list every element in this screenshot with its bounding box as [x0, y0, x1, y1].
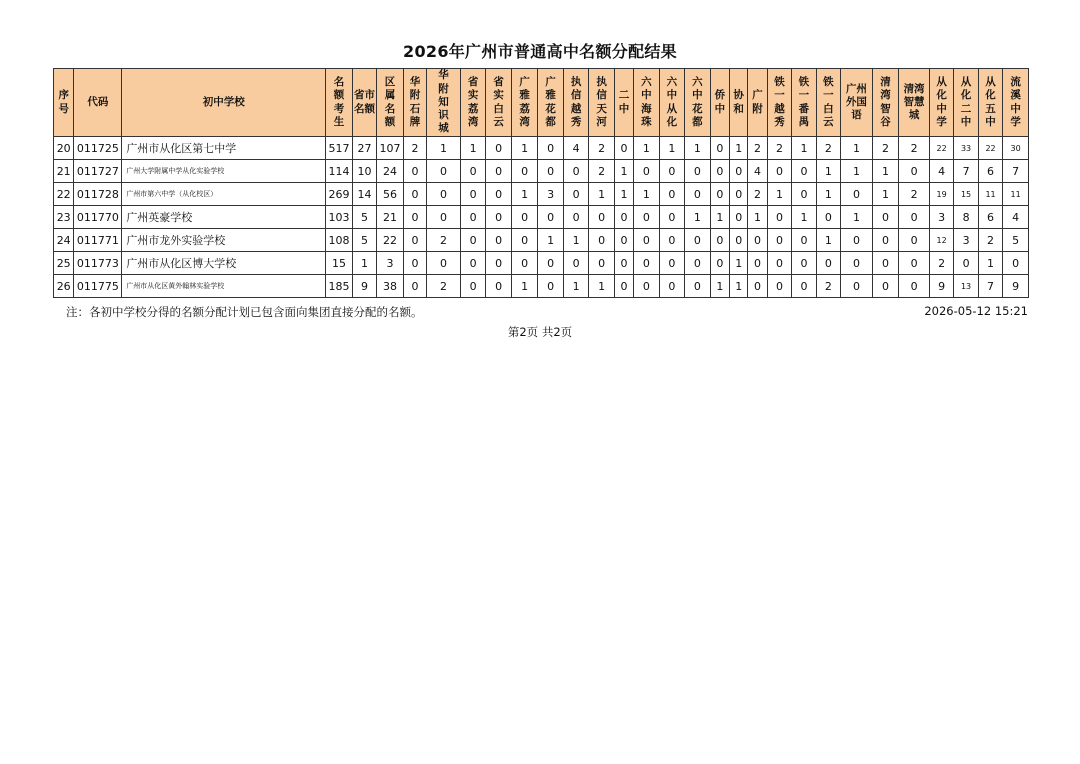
table-cell: 24 — [377, 160, 404, 183]
table-cell: 011770 — [74, 206, 122, 229]
table-cell: 0 — [685, 229, 710, 252]
table-cell: 2 — [767, 137, 791, 160]
column-header — [427, 69, 461, 137]
table-cell: 1 — [730, 275, 748, 298]
table-cell: 1 — [563, 275, 588, 298]
table-cell: 1 — [710, 206, 729, 229]
table-cell: 0 — [460, 229, 485, 252]
column-header-label: 区属名额 — [384, 76, 396, 128]
table-cell: 0 — [710, 252, 729, 275]
table-cell: 12 — [929, 229, 953, 252]
column-header — [978, 69, 1002, 137]
table-cell: 011775 — [74, 275, 122, 298]
table-cell: 0 — [486, 160, 511, 183]
table-cell: 0 — [614, 206, 633, 229]
table-cell: 1 — [589, 275, 614, 298]
table-cell: 1 — [589, 183, 614, 206]
column-header-label: 广附 — [752, 89, 763, 115]
table-cell: 1 — [978, 252, 1002, 275]
table-cell: 21 — [54, 160, 74, 183]
table-cell: 0 — [841, 252, 873, 275]
column-header — [767, 69, 791, 137]
table-cell: 2 — [978, 229, 1002, 252]
column-header-label: 六中花都 — [692, 76, 703, 128]
table-cell: 0 — [659, 275, 684, 298]
table-cell: 0 — [792, 275, 816, 298]
column-header — [460, 69, 485, 137]
table-cell: 0 — [511, 252, 538, 275]
table-cell: 0 — [563, 206, 588, 229]
table-cell: 2 — [929, 252, 953, 275]
allocation-table — [53, 68, 1029, 298]
table-cell: 1 — [614, 160, 633, 183]
column-header — [730, 69, 748, 137]
table-cell: 0 — [710, 183, 729, 206]
school-name-cell: 广州英豪学校 — [122, 206, 326, 229]
table-cell: 1 — [352, 252, 376, 275]
column-header-label: 清湾智慧城 — [903, 82, 925, 122]
table-cell: 269 — [326, 183, 353, 206]
table-cell: 0 — [899, 160, 930, 183]
table-cell: 4 — [563, 137, 588, 160]
table-cell: 8 — [954, 206, 978, 229]
table-cell: 103 — [326, 206, 353, 229]
table-cell: 011728 — [74, 183, 122, 206]
table-cell: 0 — [816, 206, 840, 229]
table-cell: 19 — [929, 183, 953, 206]
table-cell: 1 — [841, 206, 873, 229]
table-cell: 011727 — [74, 160, 122, 183]
column-header-label: 协和 — [733, 89, 744, 115]
table-cell: 0 — [427, 183, 461, 206]
table-cell: 0 — [767, 160, 791, 183]
table-cell: 0 — [563, 183, 588, 206]
table-cell: 0 — [538, 206, 563, 229]
table-cell: 0 — [486, 206, 511, 229]
table-cell: 7 — [1003, 160, 1029, 183]
table-cell: 4 — [929, 160, 953, 183]
table-cell: 11 — [1003, 183, 1029, 206]
table-cell: 0 — [538, 160, 563, 183]
school-name-cell: 广州大学附属中学从化实验学校 — [122, 160, 326, 183]
table-cell: 114 — [326, 160, 353, 183]
table-cell: 22 — [978, 137, 1002, 160]
table-cell: 0 — [767, 229, 791, 252]
table-cell: 26 — [54, 275, 74, 298]
column-header — [486, 69, 511, 137]
school-name-cell: 广州市从化区第七中学 — [122, 137, 326, 160]
table-cell: 1 — [685, 206, 710, 229]
table-cell: 0 — [899, 275, 930, 298]
table-cell: 13 — [954, 275, 978, 298]
table-cell: 0 — [460, 160, 485, 183]
table-cell: 0 — [589, 229, 614, 252]
table-cell: 6 — [978, 160, 1002, 183]
table-cell: 0 — [403, 206, 426, 229]
table-cell: 0 — [841, 183, 873, 206]
table-cell: 0 — [899, 229, 930, 252]
table-cell: 6 — [978, 206, 1002, 229]
table-cell: 2 — [748, 137, 767, 160]
column-header-label: 广雅花都 — [545, 76, 556, 128]
table-cell: 2 — [589, 137, 614, 160]
column-header — [872, 69, 899, 137]
table-cell: 20 — [54, 137, 74, 160]
table-cell: 1 — [792, 206, 816, 229]
table-row — [54, 183, 1029, 206]
table-cell: 2 — [589, 160, 614, 183]
table-cell: 22 — [54, 183, 74, 206]
table-row — [54, 275, 1029, 298]
column-header-label: 清湾智谷 — [880, 76, 891, 128]
footnote: 注：各初中学校分得的名额分配计划已包含面向集团直接分配的名额。 — [66, 305, 423, 319]
column-header-label: 执信天河 — [596, 76, 607, 128]
table-cell: 0 — [614, 229, 633, 252]
column-header-label: 广雅荔湾 — [519, 76, 530, 128]
column-header — [563, 69, 588, 137]
table-cell: 2 — [748, 183, 767, 206]
column-header-label: 流溪中学 — [1010, 76, 1021, 128]
table-cell: 1 — [816, 160, 840, 183]
table-cell: 0 — [403, 229, 426, 252]
table-cell: 0 — [872, 275, 899, 298]
column-header — [74, 69, 122, 137]
table-cell: 0 — [748, 229, 767, 252]
table-cell: 22 — [377, 229, 404, 252]
table-cell: 24 — [54, 229, 74, 252]
table-row — [54, 206, 1029, 229]
table-cell: 0 — [634, 206, 659, 229]
table-cell: 0 — [659, 252, 684, 275]
table-cell: 0 — [748, 252, 767, 275]
table-cell: 1 — [792, 137, 816, 160]
table-cell: 3 — [538, 183, 563, 206]
table-cell: 0 — [460, 206, 485, 229]
table-cell: 1 — [685, 137, 710, 160]
table-row — [54, 229, 1029, 252]
table-cell: 0 — [792, 183, 816, 206]
column-header-label: 初中学校 — [202, 95, 245, 108]
table-cell: 0 — [563, 160, 588, 183]
table-cell: 0 — [872, 252, 899, 275]
table-cell: 3 — [954, 229, 978, 252]
table-cell: 0 — [767, 252, 791, 275]
column-header-label: 二中 — [618, 89, 630, 115]
table-cell: 011725 — [74, 137, 122, 160]
table-cell: 0 — [816, 252, 840, 275]
table-cell: 1 — [634, 183, 659, 206]
table-cell: 0 — [634, 160, 659, 183]
table-cell: 21 — [377, 206, 404, 229]
table-cell: 15 — [954, 183, 978, 206]
column-header-label: 六中从化 — [666, 76, 678, 128]
table-cell: 2 — [816, 275, 840, 298]
table-cell: 0 — [427, 160, 461, 183]
table-cell: 5 — [1003, 229, 1029, 252]
table-cell: 33 — [954, 137, 978, 160]
table-cell: 108 — [326, 229, 353, 252]
table-cell: 27 — [352, 137, 376, 160]
table-cell: 0 — [486, 183, 511, 206]
table-cell: 0 — [792, 160, 816, 183]
table-cell: 0 — [1003, 252, 1029, 275]
table-row — [54, 137, 1029, 160]
table-cell: 9 — [352, 275, 376, 298]
table-cell: 9 — [1003, 275, 1029, 298]
column-header-label: 铁一越秀 — [774, 76, 785, 128]
column-header — [352, 69, 376, 137]
column-header — [403, 69, 426, 137]
table-cell: 0 — [659, 229, 684, 252]
table-body — [54, 137, 1029, 298]
table-cell: 185 — [326, 275, 353, 298]
table-cell: 0 — [685, 160, 710, 183]
table-cell: 0 — [899, 252, 930, 275]
table-cell: 0 — [730, 160, 748, 183]
table-cell: 11 — [978, 183, 1002, 206]
column-header — [792, 69, 816, 137]
column-header — [326, 69, 353, 137]
table-cell: 3 — [929, 206, 953, 229]
column-header — [685, 69, 710, 137]
table-cell: 1 — [816, 229, 840, 252]
column-header — [377, 69, 404, 137]
table-cell: 517 — [326, 137, 353, 160]
school-name-cell: 广州市第六中学（从化校区） — [122, 183, 326, 206]
table-cell: 011773 — [74, 252, 122, 275]
table-cell: 0 — [563, 252, 588, 275]
table-cell: 0 — [486, 275, 511, 298]
column-header-label: 广州外国语 — [845, 82, 867, 122]
table-cell: 14 — [352, 183, 376, 206]
table-cell: 2 — [427, 229, 461, 252]
table-cell: 1 — [730, 252, 748, 275]
table-cell: 0 — [634, 229, 659, 252]
table-cell: 10 — [352, 160, 376, 183]
table-cell: 4 — [1003, 206, 1029, 229]
table-cell: 0 — [792, 229, 816, 252]
column-header-label: 铁一白云 — [823, 76, 834, 128]
table-cell: 0 — [730, 183, 748, 206]
table-cell: 0 — [841, 229, 873, 252]
table-row — [54, 160, 1029, 183]
table-cell: 0 — [710, 137, 729, 160]
column-header-label: 从化中学 — [936, 76, 947, 128]
table-header-row — [54, 69, 1029, 137]
table-cell: 0 — [710, 229, 729, 252]
table-cell: 1 — [872, 160, 899, 183]
table-cell: 0 — [685, 183, 710, 206]
school-name-cell: 广州市龙外实验学校 — [122, 229, 326, 252]
table-cell: 0 — [634, 252, 659, 275]
table-cell: 0 — [460, 183, 485, 206]
table-cell: 1 — [511, 183, 538, 206]
table-cell: 22 — [929, 137, 953, 160]
table-cell: 0 — [841, 275, 873, 298]
table-cell: 38 — [377, 275, 404, 298]
column-header — [899, 69, 930, 137]
table-cell: 1 — [511, 275, 538, 298]
table-cell: 5 — [352, 229, 376, 252]
table-cell: 3 — [377, 252, 404, 275]
table-cell: 0 — [486, 229, 511, 252]
table-cell: 2 — [427, 275, 461, 298]
table-cell: 1 — [460, 137, 485, 160]
table-cell: 7 — [954, 160, 978, 183]
table-cell: 0 — [685, 252, 710, 275]
column-header-label: 从化二中 — [960, 76, 972, 128]
table-cell: 0 — [685, 275, 710, 298]
table-cell: 0 — [511, 229, 538, 252]
column-header — [614, 69, 633, 137]
column-header-label: 代码 — [87, 95, 109, 108]
school-name-cell: 广州市从化区博大学校 — [122, 252, 326, 275]
table-cell: 5 — [352, 206, 376, 229]
table-cell: 0 — [538, 275, 563, 298]
table-cell: 0 — [767, 275, 791, 298]
column-header-label: 铁一番禺 — [798, 76, 810, 128]
table-cell: 0 — [427, 252, 461, 275]
table-row — [54, 252, 1029, 275]
table-cell: 1 — [816, 183, 840, 206]
column-header-label: 侨中 — [714, 89, 726, 115]
column-header — [954, 69, 978, 137]
column-header — [589, 69, 614, 137]
table-cell: 1 — [841, 160, 873, 183]
table-cell: 0 — [403, 252, 426, 275]
column-header — [54, 69, 74, 137]
column-header — [1003, 69, 1029, 137]
column-header-label: 省实白云 — [493, 76, 504, 128]
table-cell: 0 — [659, 206, 684, 229]
column-header — [929, 69, 953, 137]
table-cell: 0 — [659, 160, 684, 183]
table-cell: 0 — [486, 137, 511, 160]
column-header — [122, 69, 326, 137]
table-cell: 0 — [872, 206, 899, 229]
table-cell: 0 — [589, 252, 614, 275]
table-cell: 1 — [634, 137, 659, 160]
column-header — [634, 69, 659, 137]
table-cell: 0 — [403, 160, 426, 183]
table-cell: 0 — [730, 206, 748, 229]
column-header — [511, 69, 538, 137]
table-cell: 25 — [54, 252, 74, 275]
table-cell: 1 — [841, 137, 873, 160]
table-cell: 0 — [792, 252, 816, 275]
table-cell: 1 — [538, 229, 563, 252]
table-cell: 1 — [659, 137, 684, 160]
table-cell: 0 — [538, 252, 563, 275]
table-cell: 0 — [634, 275, 659, 298]
table-cell: 4 — [748, 160, 767, 183]
column-header — [816, 69, 840, 137]
column-header-label: 六中海珠 — [641, 76, 652, 128]
table-cell: 15 — [326, 252, 353, 275]
column-header-label: 序号 — [58, 89, 69, 115]
table-cell: 0 — [614, 275, 633, 298]
column-header — [710, 69, 729, 137]
column-header — [659, 69, 684, 137]
table-cell: 9 — [929, 275, 953, 298]
table-cell: 0 — [511, 206, 538, 229]
table-cell: 0 — [899, 206, 930, 229]
table-cell: 2 — [899, 183, 930, 206]
table-cell: 1 — [710, 275, 729, 298]
table-cell: 0 — [403, 183, 426, 206]
column-header-label: 省实荔湾 — [467, 76, 479, 128]
table-cell: 1 — [748, 206, 767, 229]
column-header — [538, 69, 563, 137]
table-cell: 107 — [377, 137, 404, 160]
table-cell: 1 — [730, 137, 748, 160]
table-cell: 0 — [614, 252, 633, 275]
table-cell: 1 — [563, 229, 588, 252]
table-cell: 2 — [899, 137, 930, 160]
column-header-label: 执信越秀 — [570, 76, 582, 128]
page-number: 第2页 共2页 — [507, 325, 573, 339]
table-cell: 0 — [710, 160, 729, 183]
table-cell: 2 — [872, 137, 899, 160]
column-header-label: 省市名额 — [354, 89, 376, 115]
column-header-label: 华附知识城 — [438, 69, 449, 135]
table-cell: 0 — [872, 229, 899, 252]
table-cell: 1 — [767, 183, 791, 206]
table-cell: 7 — [978, 275, 1002, 298]
table-cell: 2 — [403, 137, 426, 160]
table-cell: 0 — [460, 275, 485, 298]
table-cell: 0 — [954, 252, 978, 275]
table-cell: 0 — [659, 183, 684, 206]
table-cell: 0 — [460, 252, 485, 275]
table-cell: 011771 — [74, 229, 122, 252]
table-cell: 0 — [511, 160, 538, 183]
table-cell: 0 — [589, 206, 614, 229]
print-timestamp: 2026-05-12 15:21 — [924, 304, 1028, 318]
table-cell: 1 — [872, 183, 899, 206]
table-cell: 0 — [427, 206, 461, 229]
page-title: 2026年广州市普通高中名额分配结果 — [403, 42, 677, 61]
table-cell: 30 — [1003, 137, 1029, 160]
table-cell: 56 — [377, 183, 404, 206]
table-cell: 0 — [486, 252, 511, 275]
column-header — [841, 69, 873, 137]
table-cell: 0 — [730, 229, 748, 252]
table-cell: 1 — [427, 137, 461, 160]
table-cell: 1 — [614, 183, 633, 206]
table-cell: 23 — [54, 206, 74, 229]
column-header-label: 从化五中 — [985, 76, 996, 128]
table-cell: 1 — [511, 137, 538, 160]
table-cell: 0 — [538, 137, 563, 160]
table-cell: 0 — [767, 206, 791, 229]
column-header-label: 名额考生 — [333, 76, 345, 128]
column-header-label: 华附石牌 — [409, 76, 421, 128]
table-cell: 0 — [403, 275, 426, 298]
school-name-cell: 广州市从化区黄外翰林实验学校 — [122, 275, 326, 298]
table-cell: 0 — [748, 275, 767, 298]
column-header — [748, 69, 767, 137]
table-cell: 2 — [816, 137, 840, 160]
table-cell: 0 — [614, 137, 633, 160]
